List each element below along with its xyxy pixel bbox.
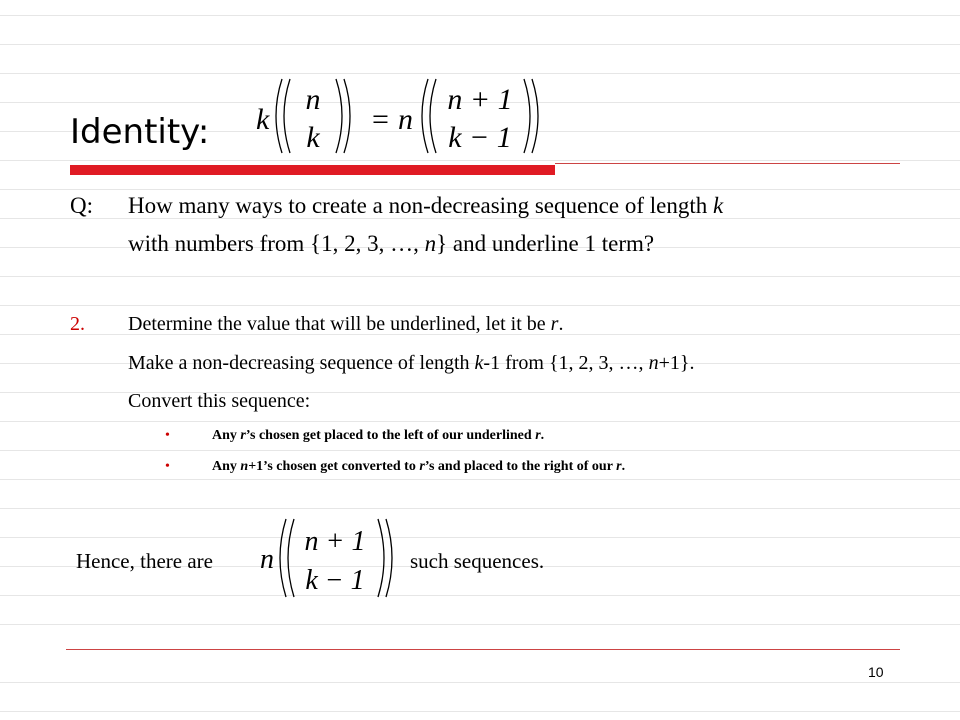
variable-r: r <box>535 428 541 443</box>
item-line-1 <box>128 313 563 336</box>
right-paren-outer <box>386 519 392 597</box>
variable-r: r <box>616 459 622 474</box>
bullet-text: Any <box>212 459 241 474</box>
variable-n: n <box>240 459 249 474</box>
slide-title: Identity: <box>70 112 210 152</box>
bullet-glyph: • <box>165 459 170 474</box>
question-text: } and underline 1 term? <box>436 231 655 256</box>
bullet-text: +1’s chosen get converted to <box>248 459 420 474</box>
grid-line <box>0 450 960 451</box>
bullet-text: . <box>621 459 626 474</box>
right-paren-inner <box>378 519 384 597</box>
title-underline-rule <box>555 163 900 164</box>
grid-line <box>0 479 960 480</box>
grid-line <box>0 682 960 683</box>
grid-line <box>0 73 960 74</box>
item-text: -1 from {1, 2, 3, …, <box>483 352 649 374</box>
left-paren-outer <box>280 519 286 597</box>
left-paren-outer <box>422 79 428 153</box>
identity-equals-sign: = <box>372 103 389 136</box>
bullet-text: . <box>540 428 545 443</box>
sub-bullet-1 <box>212 428 544 444</box>
grid-line <box>0 160 960 161</box>
grid-line <box>0 421 960 422</box>
identity-rhs-top: n + 1 <box>447 83 513 116</box>
identity-rhs-bottom: k − 1 <box>448 121 512 154</box>
left-paren-inner <box>284 79 290 153</box>
left-paren-inner <box>288 519 294 597</box>
conclusion-suffix: such sequences. <box>410 549 545 573</box>
identity-lhs-coefficient: k <box>256 103 270 136</box>
grid-line <box>0 276 960 277</box>
question-line-2 <box>128 231 654 257</box>
item-text: +1}. <box>658 352 695 374</box>
grid-line <box>0 15 960 16</box>
bullet-text: ’s chosen get placed to the left of our underlined <box>245 428 536 443</box>
variable-n: n <box>648 352 659 374</box>
conclusion-prefix: Hence, there are <box>76 549 213 573</box>
grid-line <box>0 624 960 625</box>
page-number: 10 <box>868 664 884 680</box>
right-paren-inner <box>336 79 342 153</box>
conclusion-formula <box>256 515 402 601</box>
title-accent-bar <box>70 165 555 175</box>
grid-line <box>0 711 960 712</box>
identity-lhs-top: n <box>305 83 321 116</box>
bullet-glyph: • <box>165 428 170 443</box>
item-text: . <box>558 313 564 335</box>
variable-k: k <box>713 193 724 218</box>
question-text: How many ways to create a non-decreasing sequence of length <box>128 193 713 218</box>
item-line-2 <box>128 352 694 375</box>
right-paren-outer <box>344 79 350 153</box>
right-paren-outer <box>532 79 538 153</box>
grid-line <box>0 305 960 306</box>
identity-rhs-coefficient: n <box>398 103 413 136</box>
sub-bullet-2 <box>212 459 625 475</box>
question-label: Q: <box>70 193 93 218</box>
conclusion-formula-bottom: k − 1 <box>305 565 365 596</box>
left-paren-outer <box>276 79 282 153</box>
list-item-number: 2. <box>70 313 85 335</box>
identity-lhs-bottom: k <box>306 121 320 154</box>
grid-line <box>0 508 960 509</box>
variable-r: r <box>419 459 425 474</box>
conclusion-coefficient: n <box>260 544 274 575</box>
conclusion-formula-top: n + 1 <box>304 526 366 557</box>
identity-formula <box>250 75 550 157</box>
bullet-text: Any <box>212 428 241 443</box>
variable-n: n <box>424 231 437 256</box>
right-paren-inner <box>524 79 530 153</box>
bullet-text: ’s and placed to the right of our <box>424 459 617 474</box>
grid-line <box>0 189 960 190</box>
left-paren-inner <box>430 79 436 153</box>
grid-line <box>0 44 960 45</box>
variable-r: r <box>240 428 246 443</box>
footer-rule <box>66 649 900 650</box>
item-text: Make a non-decreasing sequence of length <box>128 352 475 374</box>
grid-line <box>0 595 960 596</box>
item-text: Determine the value that will be underlined, let it be <box>128 313 551 335</box>
variable-r: r <box>550 313 559 335</box>
question-text: with numbers from {1, 2, 3, …, <box>128 231 425 256</box>
item-line-3: Convert this sequence: <box>128 390 311 412</box>
question-line-1 <box>128 193 723 219</box>
variable-k: k <box>474 352 484 374</box>
grid-line <box>0 537 960 538</box>
